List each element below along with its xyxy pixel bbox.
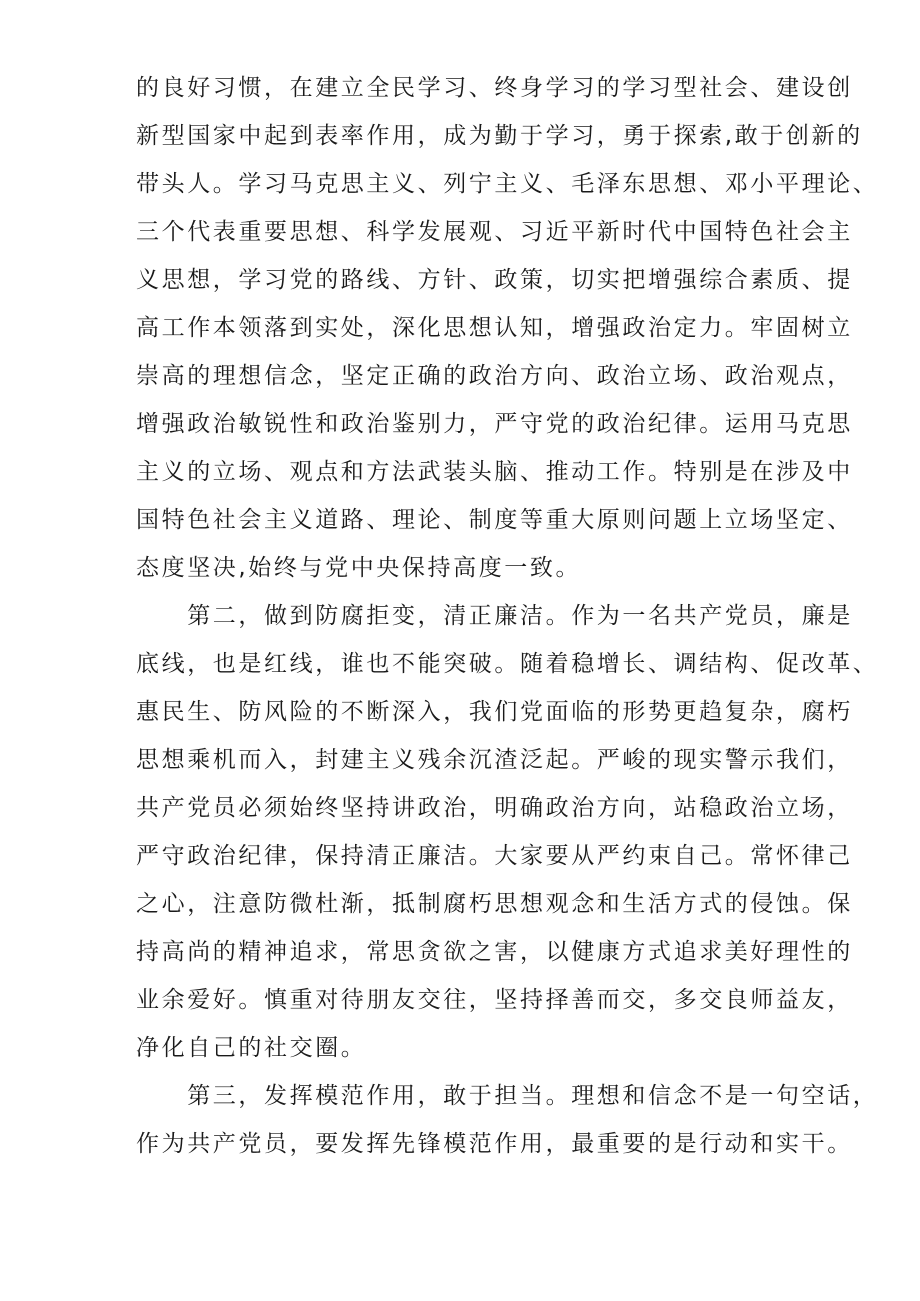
text-line: 持高尚的精神追求，常思贪欲之害，以健康方式追求美好理性的 — [136, 939, 853, 965]
text-line: 业余爱好。慎重对待朋友交往，坚持择善而交，多交良师益友， — [136, 987, 853, 1013]
text-line: 严守政治纪律，保持清正廉洁。大家要从严约束自己。常怀律己 — [136, 843, 853, 869]
text-line: 带头人。学习马克思主义、列宁主义、毛泽东思想、邓小平理论、 — [136, 171, 879, 197]
text-line: 共产党员必须始终坚持讲政治，明确政治方向，站稳政治立场， — [136, 795, 853, 821]
text-line: 义思想，学习党的路线、方针、政策，切实把增强综合素质、提 — [136, 267, 853, 293]
document-body — [136, 64, 879, 1168]
text-line: 第三，发挥模范作用，敢于担当。理想和信念不是一句空话， — [136, 1083, 879, 1109]
text-line: 高工作本领落到实处，深化思想认知，增强政治定力。牢固树立 — [136, 315, 853, 341]
text-line: 思想乘机而入，封建主义残余沉渣泛起。严峻的现实警示我们， — [136, 747, 853, 773]
text-line: 新型国家中起到表率作用，成为勤于学习，勇于探索,敢于创新的 — [136, 123, 863, 149]
text-line: 国特色社会主义道路、理论、制度等重大原则问题上立场坚定、 — [136, 507, 853, 533]
paragraph-2 — [136, 592, 879, 1072]
text-line: 态度坚决,始终与党中央保持高度一致。 — [136, 555, 582, 581]
text-line: 之心，注意防微杜渐，抵制腐朽思想观念和生活方式的侵蚀。保 — [136, 891, 853, 917]
paragraph-1 — [136, 64, 879, 592]
text-line: 的良好习惯，在建立全民学习、终身学习的学习型社会、建设创 — [136, 75, 853, 101]
text-line: 增强政治敏锐性和政治鉴别力，严守党的政治纪律。运用马克思 — [136, 411, 853, 437]
text-line: 崇高的理想信念，坚定正确的政治方向、政治立场、政治观点， — [136, 363, 853, 389]
text-line: 作为共产党员，要发挥先锋模范作用，最重要的是行动和实干。 — [136, 1131, 853, 1157]
text-line: 主义的立场、观点和方法武装头脑、推动工作。特别是在涉及中 — [136, 459, 853, 485]
text-line: 惠民生、防风险的不断深入，我们党面临的形势更趋复杂，腐朽 — [136, 699, 853, 725]
text-line: 净化自己的社交圈。 — [136, 1035, 367, 1061]
text-line: 三个代表重要思想、科学发展观、习近平新时代中国特色社会主 — [136, 219, 853, 245]
paragraph-3 — [136, 1072, 879, 1168]
text-line: 底线，也是红线，谁也不能突破。随着稳增长、调结构、促改革、 — [136, 651, 879, 677]
text-line: 第二，做到防腐拒变，清正廉洁。作为一名共产党员，廉是 — [136, 603, 853, 629]
